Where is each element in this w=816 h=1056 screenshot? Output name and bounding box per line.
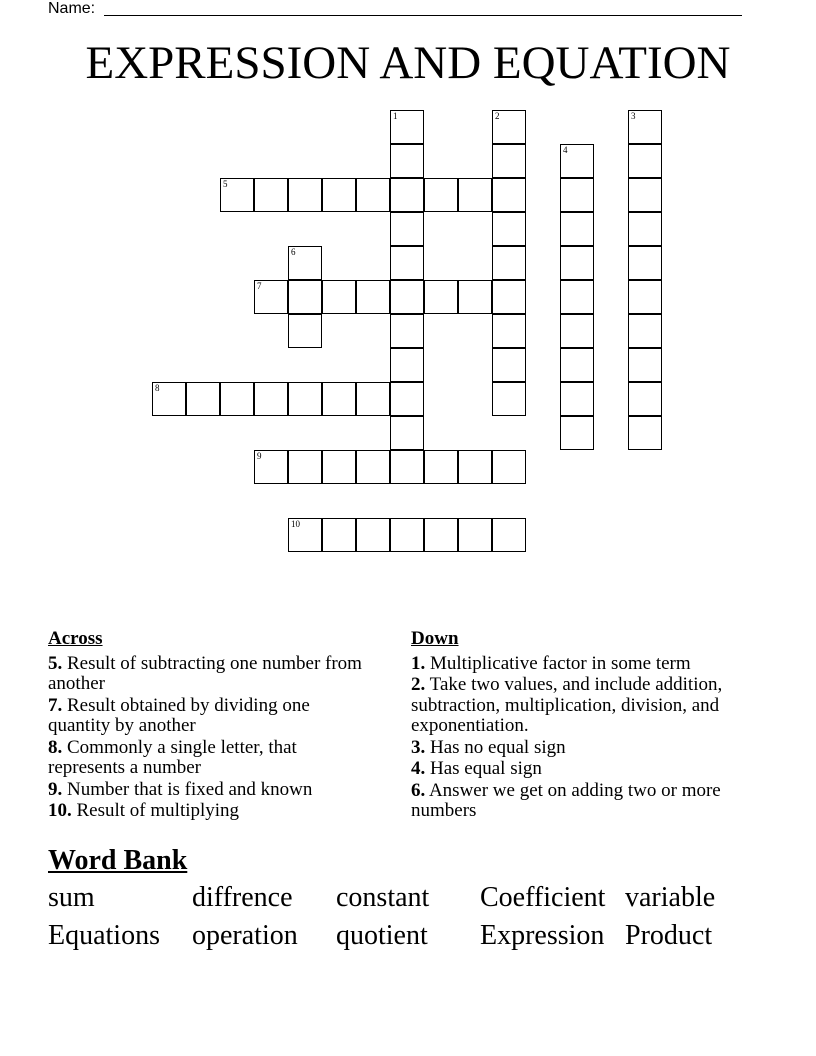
- crossword-cell[interactable]: [492, 382, 526, 416]
- crossword-cell[interactable]: [492, 314, 526, 348]
- clue-number-label: 8: [155, 383, 160, 393]
- clue-text: Result obtained by dividing one quantity by another: [48, 694, 310, 736]
- crossword-cell[interactable]: [288, 178, 322, 212]
- word-bank-word: operation: [192, 920, 298, 951]
- crossword-cell[interactable]: [356, 518, 390, 552]
- word-bank-word: diffrence: [192, 882, 293, 913]
- crossword-cell[interactable]: [254, 382, 288, 416]
- clue-number: 10.: [48, 800, 72, 821]
- crossword-cell[interactable]: [560, 144, 594, 178]
- word-bank-word: variable: [625, 882, 716, 913]
- down-heading: Down: [411, 628, 459, 649]
- word-bank-word: Product: [625, 920, 713, 951]
- clue-number-label: 6: [291, 247, 296, 257]
- crossword-cell[interactable]: [560, 280, 594, 314]
- word-bank-word: constant: [336, 882, 430, 913]
- clue-text: Has no equal sign: [430, 736, 566, 758]
- across-clue: [48, 780, 368, 801]
- clue-text: Number that is fixed and known: [67, 778, 313, 800]
- crossword-cell[interactable]: [254, 178, 288, 212]
- crossword-cell[interactable]: [628, 416, 662, 450]
- crossword-cell[interactable]: [322, 382, 356, 416]
- word-bank-word: Coefficient: [480, 882, 606, 913]
- crossword-cell[interactable]: [390, 280, 424, 314]
- crossword-cell[interactable]: [492, 280, 526, 314]
- crossword-cell[interactable]: [390, 178, 424, 212]
- crossword-cell[interactable]: [628, 314, 662, 348]
- crossword-cell[interactable]: [186, 382, 220, 416]
- crossword-cell[interactable]: [390, 246, 424, 280]
- crossword-cell[interactable]: [322, 518, 356, 552]
- crossword-cell[interactable]: [390, 450, 424, 484]
- crossword-cell[interactable]: [288, 450, 322, 484]
- crossword-cell[interactable]: [560, 212, 594, 246]
- crossword-cell[interactable]: [390, 416, 424, 450]
- crossword-cell[interactable]: [492, 246, 526, 280]
- crossword-cell[interactable]: [492, 450, 526, 484]
- clue-text: Multiplicative factor in some term: [430, 652, 691, 674]
- crossword-cell[interactable]: [628, 178, 662, 212]
- clue-number-label: 4: [563, 145, 568, 155]
- clue-number: 6.: [411, 779, 426, 801]
- clue-text: Answer we get on adding two or more numbers: [411, 779, 721, 821]
- crossword-cell[interactable]: [356, 382, 390, 416]
- crossword-cell[interactable]: [492, 144, 526, 178]
- crossword-cell[interactable]: [628, 246, 662, 280]
- crossword-cell[interactable]: [254, 280, 288, 314]
- crossword-cell[interactable]: [628, 348, 662, 382]
- crossword-cell[interactable]: [492, 110, 526, 144]
- crossword-cell[interactable]: [560, 348, 594, 382]
- crossword-cell[interactable]: [220, 382, 254, 416]
- clue-number-label: 10: [291, 519, 300, 529]
- crossword-cell[interactable]: [492, 348, 526, 382]
- name-label: Name:: [48, 0, 96, 17]
- clue-number: 8.: [48, 736, 63, 758]
- crossword-cell[interactable]: [628, 212, 662, 246]
- word-bank-word: quotient: [336, 920, 428, 951]
- crossword-cell[interactable]: [220, 178, 254, 212]
- word-bank-title: Word Bank: [48, 845, 188, 876]
- across-clue: [48, 696, 368, 737]
- word-bank-word: Expression: [480, 920, 605, 951]
- crossword-cell[interactable]: [628, 144, 662, 178]
- down-clue: [411, 738, 741, 759]
- clue-text: Has equal sign: [430, 758, 542, 779]
- crossword-cell[interactable]: [322, 178, 356, 212]
- clue-number: 2.: [411, 674, 426, 695]
- crossword-cell[interactable]: [390, 144, 424, 178]
- crossword-cell[interactable]: [492, 518, 526, 552]
- crossword-cell[interactable]: [628, 280, 662, 314]
- crossword-cell[interactable]: [288, 518, 322, 552]
- crossword-cell[interactable]: [152, 382, 186, 416]
- clue-number: 9.: [48, 778, 63, 800]
- crossword-cell[interactable]: [560, 314, 594, 348]
- crossword-cell[interactable]: [628, 382, 662, 416]
- across-clues: [48, 629, 368, 823]
- down-clue: [411, 675, 741, 737]
- crossword-cell[interactable]: [458, 280, 492, 314]
- crossword-cell[interactable]: [356, 280, 390, 314]
- crossword-cell[interactable]: [560, 382, 594, 416]
- crossword-cell[interactable]: [424, 450, 458, 484]
- down-clues: [411, 629, 741, 823]
- crossword-cell[interactable]: [458, 450, 492, 484]
- clue-text: Commonly a single letter, that represents a number: [48, 736, 297, 778]
- clue-number-label: 2: [495, 111, 500, 121]
- crossword-cell[interactable]: [560, 178, 594, 212]
- crossword-cell[interactable]: [628, 110, 662, 144]
- crossword-cell[interactable]: [458, 178, 492, 212]
- down-clue: [411, 759, 741, 780]
- crossword-cell[interactable]: [322, 450, 356, 484]
- crossword-cell[interactable]: [560, 246, 594, 280]
- word-bank-word: sum: [48, 882, 95, 913]
- clue-number-label: 5: [223, 179, 228, 189]
- across-heading: Across: [48, 628, 103, 649]
- crossword-cell[interactable]: [390, 212, 424, 246]
- clue-number-label: 1: [393, 111, 398, 121]
- clue-number: 3.: [411, 736, 426, 758]
- across-clue: [48, 654, 368, 695]
- across-clue: [48, 738, 368, 779]
- crossword-cell[interactable]: [356, 178, 390, 212]
- crossword-cell[interactable]: [560, 416, 594, 450]
- crossword-cell[interactable]: [458, 518, 492, 552]
- crossword-cell[interactable]: [390, 518, 424, 552]
- clue-number: 4.: [411, 758, 426, 779]
- crossword-cell[interactable]: [424, 518, 458, 552]
- crossword-cell[interactable]: [390, 382, 424, 416]
- page-title: EXPRESSION AND EQUATION: [85, 37, 731, 89]
- clue-text: Take two values, and include addition, subtraction, multiplication, division, and exponentiation.: [411, 674, 723, 736]
- word-bank-word: Equations: [48, 920, 160, 951]
- clue-number: 7.: [48, 694, 63, 716]
- crossword-cell[interactable]: [390, 110, 424, 144]
- clue-text: Result of subtracting one number from another: [48, 652, 362, 694]
- crossword-cell[interactable]: [424, 178, 458, 212]
- crossword-cell[interactable]: [288, 246, 322, 280]
- across-clue: [48, 801, 368, 822]
- crossword-cell[interactable]: [424, 280, 458, 314]
- crossword-cell[interactable]: [322, 280, 356, 314]
- crossword-cell[interactable]: [288, 280, 322, 314]
- down-clue: [411, 654, 741, 675]
- clue-number-label: 3: [631, 111, 636, 121]
- crossword-cell[interactable]: [492, 212, 526, 246]
- clue-number: 1.: [411, 652, 426, 674]
- crossword-cell[interactable]: [356, 450, 390, 484]
- clue-number-label: 9: [257, 451, 262, 461]
- crossword-cell[interactable]: [288, 382, 322, 416]
- down-clue: [411, 781, 741, 822]
- crossword-cell[interactable]: [390, 314, 424, 348]
- clue-number-label: 7: [257, 281, 262, 291]
- clue-number: 5.: [48, 652, 63, 674]
- crossword-cell[interactable]: [288, 314, 322, 348]
- clue-text: Result of multiplying: [76, 800, 240, 821]
- crossword-cell[interactable]: [390, 348, 424, 382]
- crossword-cell[interactable]: [492, 178, 526, 212]
- crossword-cell[interactable]: [254, 450, 288, 484]
